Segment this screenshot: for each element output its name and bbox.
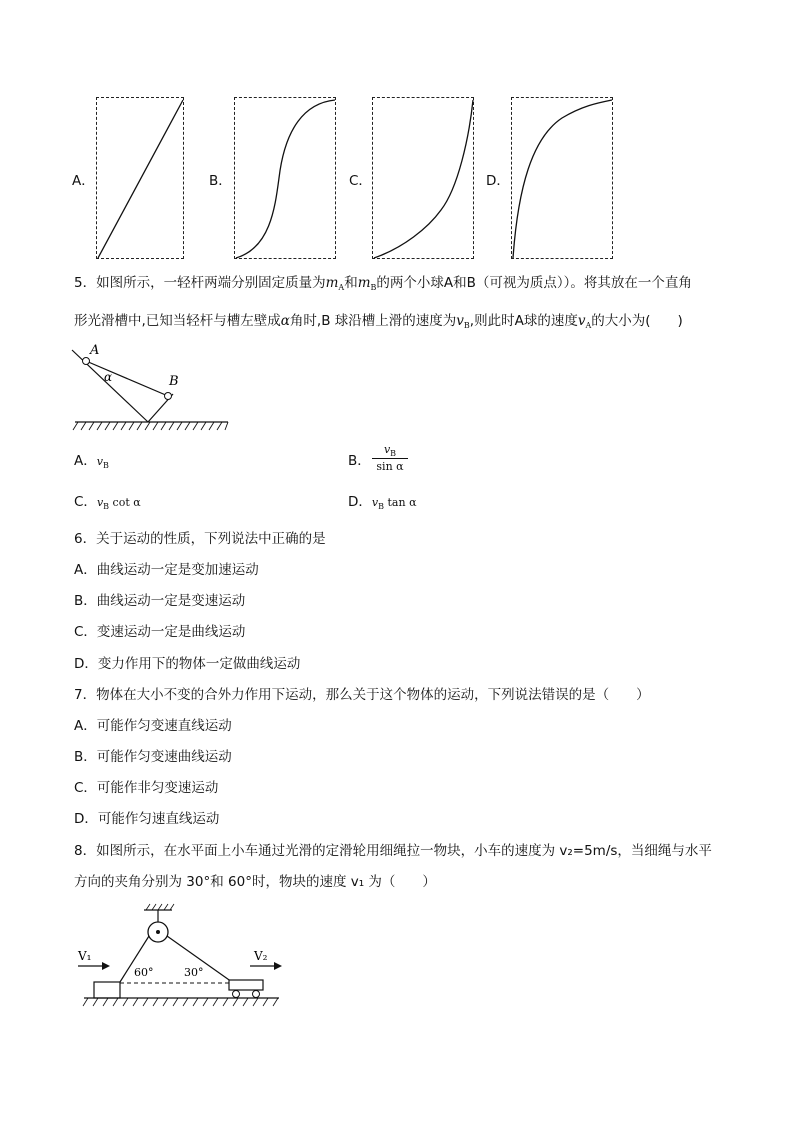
q4-graph-c	[372, 97, 474, 259]
q8-label-v1: V₁	[78, 949, 92, 963]
q4-graph-c-curve	[373, 98, 475, 260]
q5-label-a: A	[90, 343, 100, 358]
q4-graph-a-curve	[97, 98, 185, 260]
q7-stem: 7．物体在大小不变的合外力作用下运动，那么关于这个物体的运动，下列说法错误的是（ ）	[74, 687, 650, 703]
q6-option-c[interactable]: C．变速运动一定是曲线运动	[74, 624, 246, 640]
q4-option-b-letter: B．	[209, 173, 232, 189]
q8-stem-line1: 8．如图所示，在水平面上小车通过光滑的定滑轮用细绳拉一物块，小车的速度为 v₂=5m/s，当细绳与水平	[74, 843, 712, 859]
q5-option-d[interactable]: D．$v_B$ tan α	[348, 494, 417, 511]
q6-option-b[interactable]: B．曲线运动一定是变速运动	[74, 593, 246, 609]
q5-option-a[interactable]: A．$v_B$	[74, 453, 109, 470]
q8-label-angle-30: 30°	[184, 966, 204, 979]
q4-option-a-letter: A．	[72, 173, 95, 189]
q7-option-c[interactable]: C．可能作非匀变速运动	[74, 780, 219, 796]
q5-option-b-fraction: $\frac{v_B}{\text{sin α}}$	[372, 443, 408, 474]
q6-option-a[interactable]: A．曲线运动一定是变加速运动	[74, 562, 259, 578]
q7-option-b[interactable]: B．可能作匀变速曲线运动	[74, 749, 232, 765]
q8-figure	[74, 900, 289, 1012]
q5-option-c[interactable]: C．$v_B$ cot α	[74, 494, 141, 511]
q5-label-alpha: α	[104, 370, 113, 384]
q4-graph-b	[234, 97, 336, 259]
q6-stem: 6．关于运动的性质，下列说法中正确的是	[74, 531, 326, 547]
q5-stem-line1: 5．如图所示，一轻杆两端分别固定质量为$m_A$和$m_B$的两个小球A和B（可视为质点））。将其放在一个直角	[74, 275, 692, 292]
q7-option-a[interactable]: A．可能作匀变速直线运动	[74, 718, 232, 734]
q8-label-v2: V₂	[254, 949, 268, 963]
q4-option-d-letter: D．	[486, 173, 510, 189]
q4-graph-d	[511, 97, 613, 259]
q8-stem-line2: 方向的夹角分别为 30°和 60°时，物块的速度 v₁ 为（ ）	[74, 874, 436, 890]
q5-label-b: B	[169, 374, 179, 389]
q5-stem-line2: 形光滑槽中,已知当轻杆与槽左壁成α角时,B 球沿槽上滑的速度为$v_B$,则此时A球的速度$v_A$的大小为( )	[74, 313, 683, 330]
q7-option-d[interactable]: D．可能作匀速直线运动	[74, 811, 220, 827]
q4-graph-b-curve	[235, 98, 337, 260]
q5-figure	[70, 340, 235, 432]
q5-option-b[interactable]: B．	[348, 453, 371, 469]
q8-label-angle-60: 60°	[134, 966, 154, 979]
q4-option-c-letter: C．	[349, 173, 372, 189]
q6-option-d[interactable]: D．变力作用下的物体一定做曲线运动	[74, 656, 301, 672]
q4-graph-d-curve	[512, 98, 614, 260]
q4-graph-a	[96, 97, 184, 259]
